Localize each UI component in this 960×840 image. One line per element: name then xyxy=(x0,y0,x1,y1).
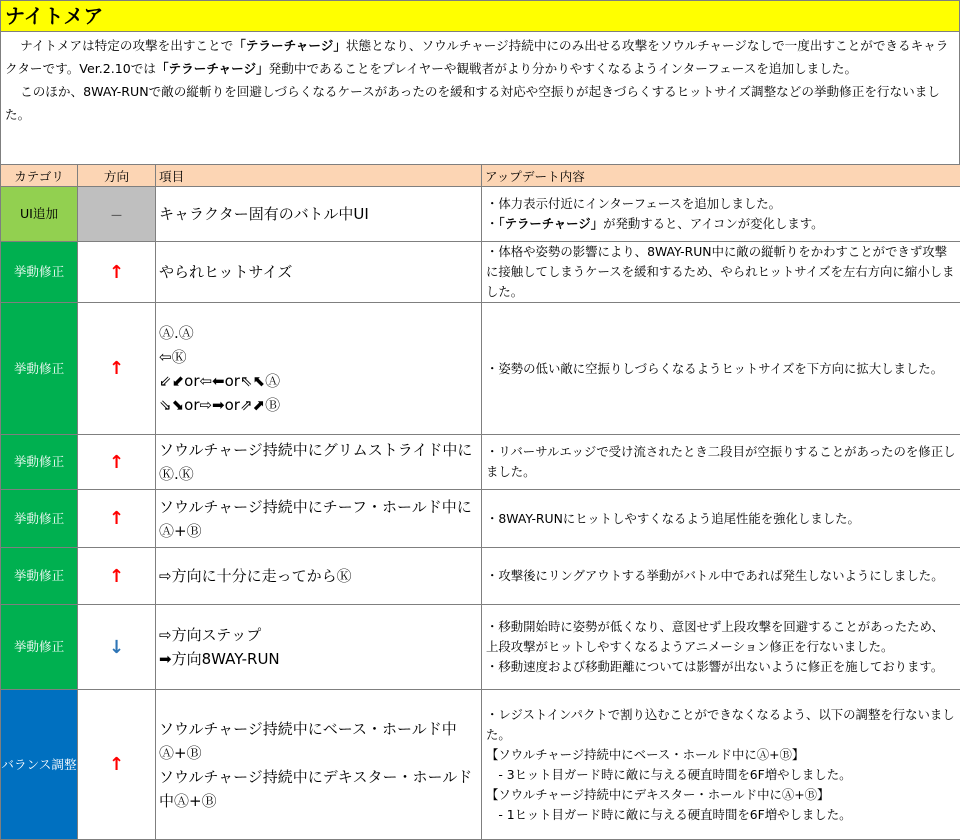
up-arrow-icon: ↑ xyxy=(109,452,124,473)
item-cell: Ⓐ.Ⓐ ⇦Ⓚ ⇙⬋or⇦⬅or⇖⬉Ⓐ ⇘⬊or⇨➡or⇗⬈Ⓑ xyxy=(156,303,482,435)
table-row xyxy=(1,548,960,605)
category-cell: UI追加 xyxy=(1,187,78,242)
category-cell: 挙動修正 xyxy=(1,605,78,690)
direction-cell xyxy=(78,303,156,435)
update-cell: ・レジストインパクトで割り込むことができなくなるよう、以下の調整を行ないました。 【ソウルチャージ持続中にベース・ホールド中にⒶ+Ⓑ】 - 3ヒット目ガード時に敵に与える硬直時間を6F増やしました。 【ソウルチャージ持続中にデキスター・ホールド中にⒶ+Ⓑ】 - 1ヒット目ガード時に敵に与える硬直時間を6F増やしました。 xyxy=(482,690,960,840)
table-row xyxy=(1,490,960,548)
category-cell: 挙動修正 xyxy=(1,548,78,605)
up-arrow-icon: ↑ xyxy=(109,508,124,529)
direction-cell xyxy=(78,435,156,490)
item-cell: ⇨方向に十分に走ってからⓀ xyxy=(156,548,482,605)
update-cell: ・移動開始時に姿勢が低くなり、意図せず上段攻撃を回避することがあったため、上段攻撃がヒットしやすくなるようアニメーション修正を行ないました。 ・移動速度および移動距離については影響が出ないように修正を施しております。 xyxy=(482,605,960,690)
update-cell: ・8WAY-RUNにヒットしやすくなるよう追尾性能を強化しました。 xyxy=(482,490,960,548)
item-cell: やられヒットサイズ xyxy=(156,242,482,303)
item-cell: ソウルチャージ持続中にグリムストライド中にⓀ.Ⓚ xyxy=(156,435,482,490)
table-row xyxy=(1,242,960,303)
table-row xyxy=(1,605,960,690)
category-cell: 挙動修正 xyxy=(1,490,78,548)
table-row xyxy=(1,303,960,435)
direction-cell: － xyxy=(78,187,156,242)
intro-text xyxy=(0,32,960,164)
up-arrow-icon: ↑ xyxy=(109,358,124,379)
direction-cell xyxy=(78,490,156,548)
category-cell: 挙動修正 xyxy=(1,435,78,490)
table-row xyxy=(1,435,960,490)
direction-cell xyxy=(78,242,156,303)
update-cell: ・体力表示付近にインターフェースを追加しました。 ・「テラーチャージ」が発動すると、アイコンが変化します。 xyxy=(482,187,960,242)
direction-cell xyxy=(78,690,156,840)
category-cell: 挙動修正 xyxy=(1,242,78,303)
down-arrow-icon: ↓ xyxy=(109,637,124,658)
item-cell: ⇨方向ステップ ➡方向8WAY-RUN xyxy=(156,605,482,690)
page-title: ナイトメア xyxy=(0,0,960,32)
item-cell: キャラクター固有のバトル中UI xyxy=(156,187,482,242)
up-arrow-icon: ↑ xyxy=(109,754,124,775)
category-cell: 挙動修正 xyxy=(1,303,78,435)
direction-cell xyxy=(78,605,156,690)
intro-paragraph-1: ナイトメアは特定の攻撃を出すことで「テラーチャージ」状態となり、ソウルチャージ持続中にのみ出せる攻撃をソウルチャージなしで一度出すことができるキャラクターです。Ver.2.10では「テラーチャージ」発動中であることをプレイヤーや観戦者がより分かりやすくなるようインターフェースを追加しました。 xyxy=(5,34,953,80)
header-direction: 方向 xyxy=(78,165,156,187)
header-update: アップデート内容 xyxy=(482,165,960,187)
direction-cell xyxy=(78,548,156,605)
intro-paragraph-2: このほか、8WAY-RUNで敵の縦斬りを回避しづらくなるケースがあったのを緩和する対応や空振りが起きづらくするヒットサイズ調整などの挙動修正を行ないました。 xyxy=(5,80,953,126)
item-cell: ソウルチャージ持続中にチーフ・ホールド中にⒶ+Ⓑ xyxy=(156,490,482,548)
table-row xyxy=(1,690,960,840)
header-category: カテゴリ xyxy=(1,165,78,187)
item-cell: ソウルチャージ持続中にベース・ホールド中Ⓐ+Ⓑ ソウルチャージ持続中にデキスター・ホールド中Ⓐ+Ⓑ xyxy=(156,690,482,840)
up-arrow-icon: ↑ xyxy=(109,566,124,587)
up-arrow-icon: ↑ xyxy=(109,262,124,283)
category-cell: バランス調整 xyxy=(1,690,78,840)
table-header xyxy=(1,165,960,187)
update-cell: ・姿勢の低い敵に空振りしづらくなるようヒットサイズを下方向に拡大しました。 xyxy=(482,303,960,435)
update-table xyxy=(0,164,960,840)
update-cell: ・体格や姿勢の影響により、8WAY-RUN中に敵の縦斬りをかわすことができず攻撃に接触してしまうケースを緩和するため、やられヒットサイズを左右方向に縮小しました。 xyxy=(482,242,960,303)
header-item: 項目 xyxy=(156,165,482,187)
update-cell: ・リバーサルエッジで受け流されたとき二段目が空振りすることがあったのを修正しました。 xyxy=(482,435,960,490)
update-cell: ・攻撃後にリングアウトする挙動がバトル中であれば発生しないようにしました。 xyxy=(482,548,960,605)
table-row xyxy=(1,187,960,242)
